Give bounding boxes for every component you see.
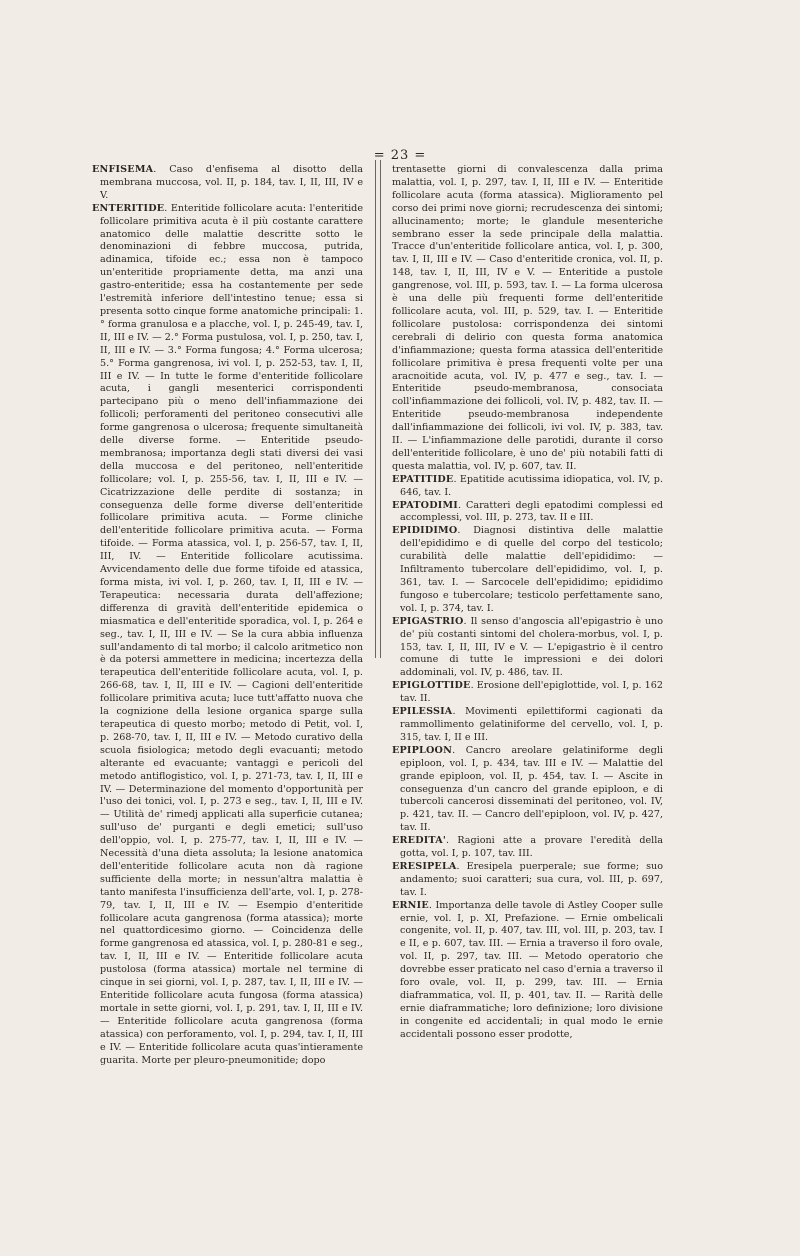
entry-text: . Eresipela puerperale; sue forme; suo andamento; suoi caratteri; sua cura, vol. III, p. 697, tav. I. <box>400 860 663 898</box>
entry-heading: EPATITIDE <box>392 473 454 485</box>
entry-text: . Movimenti epilettiformi cagionati da rammollimento gelatiniforme del cervello, vol. I, p. 315, tav. I, II e III. <box>400 706 663 743</box>
entry-text: trentasette giorni di convalescenza dalla prima malattia, vol. I, p. 297, tav. I, II, III e IV. — Enteritide follicolare acuta (forma atassica). Miglioramento pel corso dei primi nove giorni; recrudescenza dei sintomi; allucinamento; morte; le glandule mesenteriche sembrano esser la sede principale della malattia. Tracce d'un'enteritide follicolare antica, vol. I, p. 300, tav. I, II, III e IV. — Caso d'enteritide cronica, vol. II, p. 148, tav. I, II, III, IV e V. — Enteritide a pustole gangrenose, vol. III, p. 593, tav. I. — La forma ulcerosa è una delle più frequenti forme dell'enteritide follicolare acuta, vol. III, p. 529, tav. I. — Enteritide follicolare pustolosa: corrispondenza dei sintomi cerebrali di delirio con questa forma anatomica d'infiammazione; questa forma atassica dell'enteritide follicolare primitiva è presa frequenti volte per una aracnoitide acuta, vol. IV, p. 477 e seg., tav. I. — Enteritide pseudo-membranosa, consociata coll'infiammazione dei follicoli, vol. IV, p. 482, tav. II. — Enteritide pseudo-membranosa independente dall'infiammazione dei follicoli, ivi vol. IV, p. 383, tav. II. — L'infiammazione delle parotidi, durante il corso dell'enteritide follicolare, è uno de' più notabili fatti di questa malattia, vol. IV, p. 607, tav. II. <box>392 164 663 472</box>
entry-heading: EPIGASTRIO <box>392 615 464 627</box>
entry-enfisema <box>92 164 363 203</box>
entry-heading: EPIPLOON <box>392 744 453 756</box>
entry-heading: ENFISEMA <box>92 164 154 175</box>
entry-heading: ENTERITIDE <box>92 202 165 214</box>
entry-text: . Caratteri degli epatodimi complessi ed accomplessi, vol. III, p. 273, tav. II e III. <box>400 499 663 524</box>
entry-text: . Il senso d'angoscia all'epigastrio è uno de' più costanti sintomi del cholera-morbus, vol. I, p. 153, tav. I, II, III, IV e V. — L'epigastrio è il centro comune di tutte le impressioni e dei dolori addominali, vol. IV, p. 486, tav. II. <box>400 615 663 679</box>
entry-heading: EPIDIDIMO <box>392 525 458 537</box>
left-column <box>92 164 363 1067</box>
entry-epididimo <box>392 525 663 615</box>
entry-eresipela <box>392 861 663 900</box>
page-number: = 23 = <box>373 148 427 163</box>
entry-text: . Cancro areolare gelatiniforme degli epiploon, vol. I, p. 434, tav. III e IV. — Malattie del grande epiploon, vol. II, p. 454, tav. I. — Ascite in conseguenza d'un cancro del grande epiploon, e di tubercoli cancerosi disseminati del peritoneo, vol. IV, p. 421, tav. II. — Cancro dell'epiploon, vol. IV, p. 427, tav. II. <box>400 744 663 834</box>
entry-epilessia <box>392 706 663 745</box>
entry-epatodimi <box>392 500 663 526</box>
entry-text: . Caso d'enfisema al disotto della membrana muccosa, vol. II, p. 184, tav. I, II, III, IV e V. <box>100 164 363 201</box>
entry-ernie <box>392 900 663 1042</box>
entry-heading: ERNIE <box>392 899 429 911</box>
column-divider <box>375 160 381 658</box>
right-column <box>392 164 663 1042</box>
entry-text: . Diagnosi distintiva delle malattie dell'epididimo e di quelle del corpo del testicolo; curabilità delle malattie dell'epididimo: — Infiltramento tubercolare dell'epididimo, vol. I, p. 361, tav. I. — Sarcocele dell'epididimo; epididimo fungoso e tubercolare; testicolo perfettamente sano, vol. I, p. 374, tav. I. <box>400 525 663 614</box>
entry-epiploon <box>392 745 663 835</box>
entry-text: . Ragioni atte a provare l'eredità della gotta, vol. I, p. 107, tav. III. <box>400 835 663 860</box>
entry-enteritide <box>92 203 363 1068</box>
entry-epatitide <box>392 474 663 500</box>
entry-eredita <box>392 835 663 861</box>
entry-heading: ERESIPELA <box>392 860 457 872</box>
entry-epigastrio <box>392 616 663 681</box>
entry-text: . Importanza delle tavole di Astley Cooper sulle ernie, vol. I, p. XI, Prefazione. — Ernie ombelicali congenite, vol. II, p. 407, tav. III, vol. III, p. 203, tav. I e II, e p. 607, tav. III. — Ernia a traverso il foro ovale, vol. II, p. 297, tav. III. — Metodo operatorio che dovrebbe esser praticato nel caso d'ernia a traverso il foro ovale, vol. II, p. 299, tav. III. — Ernia diaframmatica, vol. II, p. 401, tav. II. — Rarità delle ernie diaframmatiche; loro definizione; loro divisione in congenite ed accidentali; in qual modo le ernie accidentali possono esser prodotte, <box>400 899 663 1040</box>
entry-continuation <box>392 164 663 474</box>
entry-heading: EPILESSIA <box>392 706 453 718</box>
entry-heading: EPATODIMI <box>392 499 458 511</box>
entry-text: . Enteritide follicolare acuta: l'enteritide follicolare primitiva acuta è il più costante carattere anatomico delle malattie descritte sotto le denominazioni di febbre muccosa, putrida, adinamica, tifoide ec.; essa non è tampoco un'enteritide propriamente detta, ma anzi una gastro-enteritide; essa ha costantemente per sede l'estremità inferiore dell'intestino tenue; essa si presenta sotto cinque forme anatomiche principali: 1.° forma granulosa e a placche, vol. I, p. 245-49, tav. I, II, III e IV. — 2.° Forma pustulosa, vol. I, p. 250, tav. I, II, III e IV. — 3.° Forma fungosa; 4.° Forma ulcerosa; 5.° Forma gangrenosa, ivi vol. I, p. 252-53, tav. I, II, III e IV. — In tutte le forme d'enteritide follicolare acuta, i gangli mesenterici corrispondenti partecipano più o meno dell'infiammazione dei follicoli; perforamenti del peritoneo consecutivi alle forme gangrenosa o ulcerosa; frequente simultaneità delle diverse forme. — Enteritide pseudo-membranosa; importanza degli stati diversi dei vasi della muccosa e del peritoneo, nell'enteritide follicolare; vol. I, p. 255-56, tav. I, II, III e IV. — Cicatrizzazione delle perdite di sostanza; in conseguenza delle forme diverse dell'enteritide follicolare primitiva acuta. — Forme cliniche dell'enteritide follicolare primitiva acuta. — Forma tifoide. — Forma atassica, vol. I, p. 256-57, tav. I, II, III, IV. — Enteritide follicolare acutissima. Avvicendamento delle due forme tifoide ed atassica, forma mista, ivi vol. I, p. 260, tav. I, II, III e IV. — Terapeutica: necessaria durata dell'affezione; differenza di gravità dell'enteritide epidemica o miasmatica e dell'enteritide sporadica, vol. I, p. 264 e seg., tav. I, II, III e IV. — Se la cura abbia influenza sull'andamento di tal morbo; il calcolo aritmetico non è da potersi ammettere in medicina; incertezza della terapeutica dell'enteritide follicolare acuta, vol. I, p. 266-68, tav. I, II, III e IV. — Cagioni dell'enteritide follicolare primitiva acuta; luce tutt'affatto nuova che la cognizione della lesione organica sparge sulla terapeutica di questo morbo; metodo di Petit, vol. I, p. 268-70, tav. I, II, III e IV. — Metodo curativo della scuola fisiologica; metodo degli evacuanti; metodo alterante ed evacuante; vantaggi e pericoli del metodo antiflogistico, vol. I, p. 271-73, tav. I, II, III e IV. — Determinazione del momento d'opportunità per l'uso dei tonici, vol. I, p. 273 e seg., tav. I, II, III e IV. — Utilità de' rimedj applicati alla superficie cutanea; sull'uso de' purganti e degli emetici; sull'uso dell'oppio, vol. I, p. 275-77, tav. I, II, III e IV. — Necessità d'una dieta assoluta; la lesione anatomica dell'enteritide follicolare acuta non dà ragione sufficiente della morte; in nessun'altra malattia è tanto manifesta l'insufficienza dell'arte, vol. I, p. 278-79, tav. I, II, III e IV. — Esempio d'enteritide follicolare acuta gangrenosa (forma atassica); morte nel quattordicesimo giorno. — Coincidenza delle forme gangrenosa ed atassica, vol. I, p. 280-81 e seg., tav. I, II, III e IV. — Enteritide follicolare acuta pustolosa (forma atassica) mortale nel termine di cinque in sei giorni, vol. I, p. 287, tav. I, II, III e IV. — Enteritide follicolare acuta fungosa (forma atassica) mortale in sette giorni, vol. I, p. 291, tav. I, II, III e IV. — Enteritide follicolare acuta gangrenosa (forma atassica) con perforamento, vol. I, p. 294, tav. I, II, III e IV. — Enteritide follicolare acuta quas'intieramente guarita. Morte per pleuro-pneumonitide; dopo <box>100 202 363 1066</box>
entry-text: . Epatitide acutissima idiopatica, vol. IV, p. 646, tav. I. <box>400 473 663 498</box>
entry-epiglottide <box>392 680 663 706</box>
entry-heading: EPIGLOTTIDE <box>392 680 471 692</box>
entry-text: . Erosione dell'epiglottide, vol. I, p. 162 tav. II. <box>400 680 663 705</box>
entry-heading: EREDITA' <box>392 835 446 847</box>
